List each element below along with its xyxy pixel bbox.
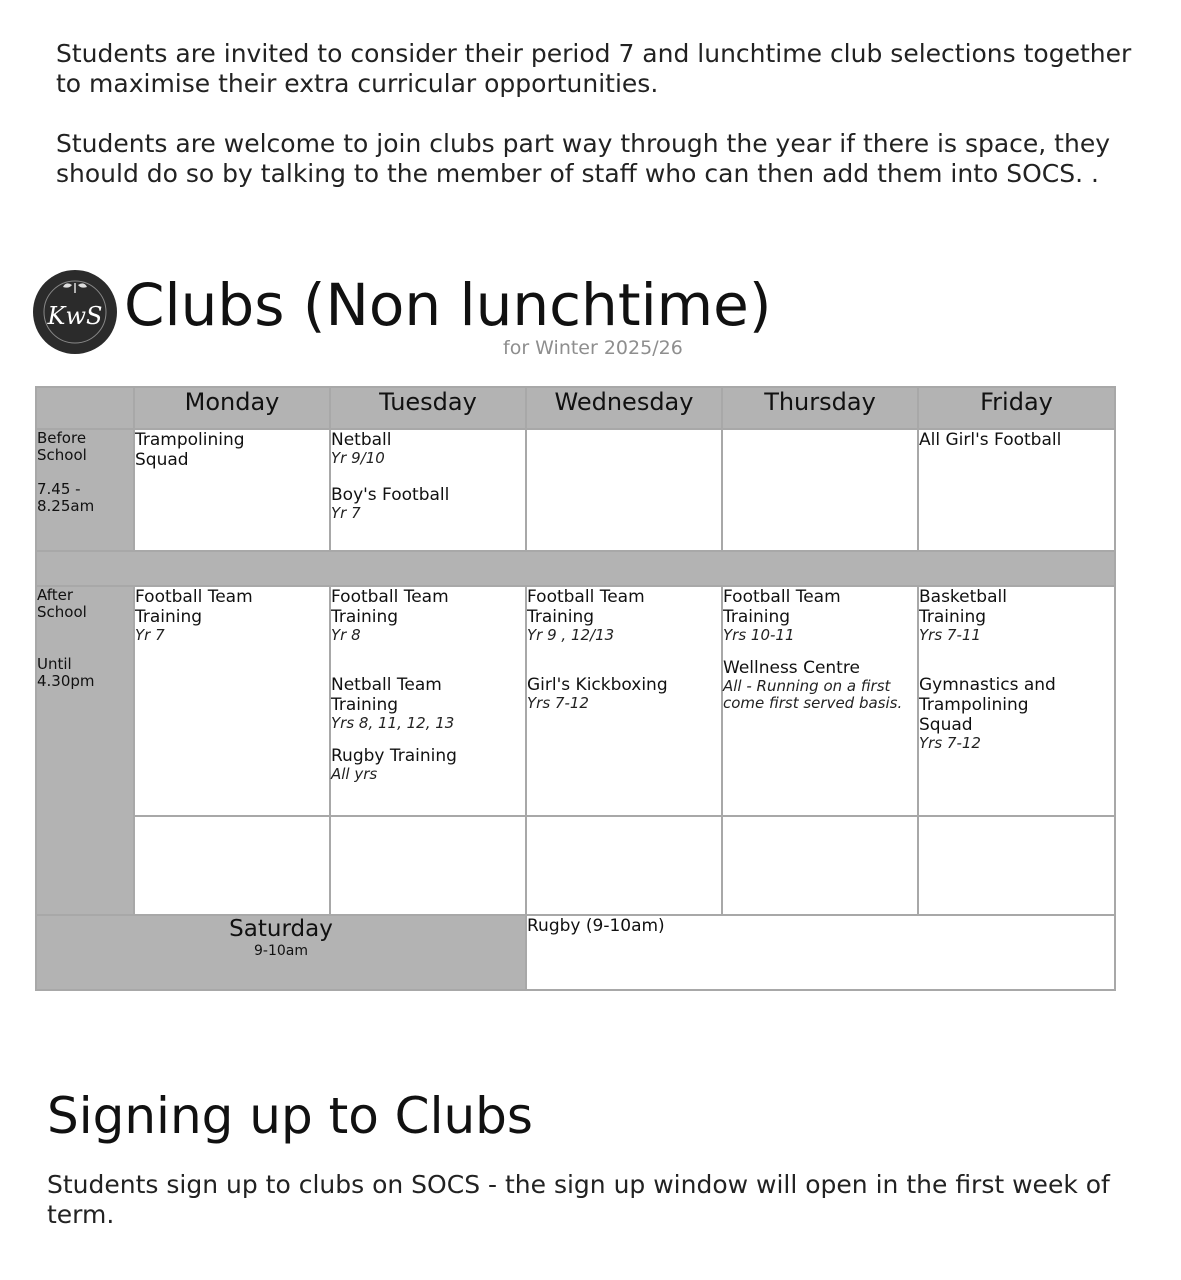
club-name: Football Team Training bbox=[527, 587, 645, 627]
club-years: Yrs 7-12 bbox=[527, 694, 589, 712]
before-school-friday bbox=[918, 429, 1115, 551]
club-years: Yr 7 bbox=[331, 504, 361, 522]
club-name: Rugby (9-10am) bbox=[527, 916, 665, 936]
page-subtitle: for Winter 2025/26 bbox=[503, 337, 683, 359]
club-years: Yrs 7-11 bbox=[919, 626, 981, 644]
day-header-monday: Monday bbox=[134, 387, 330, 429]
empty-cell-tuesday bbox=[330, 816, 526, 915]
empty-cell-thursday bbox=[722, 816, 918, 915]
club-name: All Girl's Football bbox=[919, 430, 1062, 450]
club-name: Gymnastics and Trampolining Squad bbox=[919, 675, 1056, 735]
day-header-friday: Friday bbox=[918, 387, 1115, 429]
signup-text: Students sign up to clubs on SOCS - the sign up window will open in the first week of term. bbox=[47, 1170, 1110, 1229]
day-header-thursday: Thursday bbox=[722, 387, 918, 429]
day-header-wednesday: Wednesday bbox=[526, 387, 722, 429]
club-name: Rugby Training bbox=[331, 746, 457, 766]
saturday-clubs bbox=[526, 915, 1115, 990]
after-school-friday bbox=[918, 586, 1115, 816]
club-name: Girl's Kickboxing bbox=[527, 675, 668, 695]
before-school-monday bbox=[134, 429, 330, 551]
empty-cell-monday bbox=[134, 816, 330, 915]
after-school-wednesday bbox=[526, 586, 722, 816]
club-years: All yrs bbox=[331, 765, 378, 783]
club-years: Yr 9 , 12/13 bbox=[527, 626, 615, 644]
empty-cell-friday bbox=[918, 816, 1115, 915]
club-years: Yrs 8, 11, 12, 13 bbox=[331, 714, 455, 732]
logo-monogram: KwS bbox=[47, 302, 103, 330]
club-name: Wellness Centre bbox=[723, 658, 860, 678]
club-name: Boy's Football bbox=[331, 485, 450, 505]
club-name: Netball Team Training bbox=[331, 675, 442, 715]
club-years: All - Running on a first come first served basis. bbox=[723, 677, 903, 712]
before-school-label: Before School 7.45 - 8.25am bbox=[36, 429, 134, 551]
club-name: Football Team Training bbox=[135, 587, 253, 627]
clubs-timetable bbox=[35, 386, 1116, 991]
club-name: Basketball Training bbox=[919, 587, 1007, 627]
intro-paragraph-2: Students are welcome to join clubs part way through the year if there is space, they should do so by talking to the member of staff who can then add them into SOCS. . bbox=[56, 129, 1111, 188]
after-school-monday bbox=[134, 586, 330, 816]
intro-paragraph-1: Students are invited to consider their period 7 and lunchtime club selections together to maximise their extra curricular opportunities. bbox=[56, 39, 1132, 98]
before-school-thursday bbox=[722, 429, 918, 551]
saturday-label: Saturday 9-10am bbox=[36, 915, 526, 990]
club-name: Football Team Training bbox=[331, 587, 449, 627]
empty-cell-wednesday bbox=[526, 816, 722, 915]
after-school-label: After School Until 4.30pm bbox=[36, 586, 134, 915]
club-years: Yr 8 bbox=[331, 626, 361, 644]
club-years: Yr 7 bbox=[135, 626, 165, 644]
club-years: Yrs 10-11 bbox=[723, 626, 795, 644]
spacer-row bbox=[36, 551, 1115, 586]
after-school-thursday bbox=[722, 586, 918, 816]
club-name: Trampolining Squad bbox=[135, 430, 245, 470]
club-years: Yrs 7-12 bbox=[919, 734, 981, 752]
signup-heading: Signing up to Clubs bbox=[47, 1087, 533, 1145]
school-logo bbox=[32, 269, 118, 355]
before-school-wednesday bbox=[526, 429, 722, 551]
table-corner bbox=[36, 387, 134, 429]
club-name: Netball bbox=[331, 430, 392, 450]
club-years: Yr 9/10 bbox=[331, 449, 385, 467]
page-title: Clubs (Non lunchtime) bbox=[124, 271, 772, 339]
after-school-tuesday bbox=[330, 586, 526, 816]
before-school-tuesday bbox=[330, 429, 526, 551]
club-name: Football Team Training bbox=[723, 587, 841, 627]
day-header-tuesday: Tuesday bbox=[330, 387, 526, 429]
